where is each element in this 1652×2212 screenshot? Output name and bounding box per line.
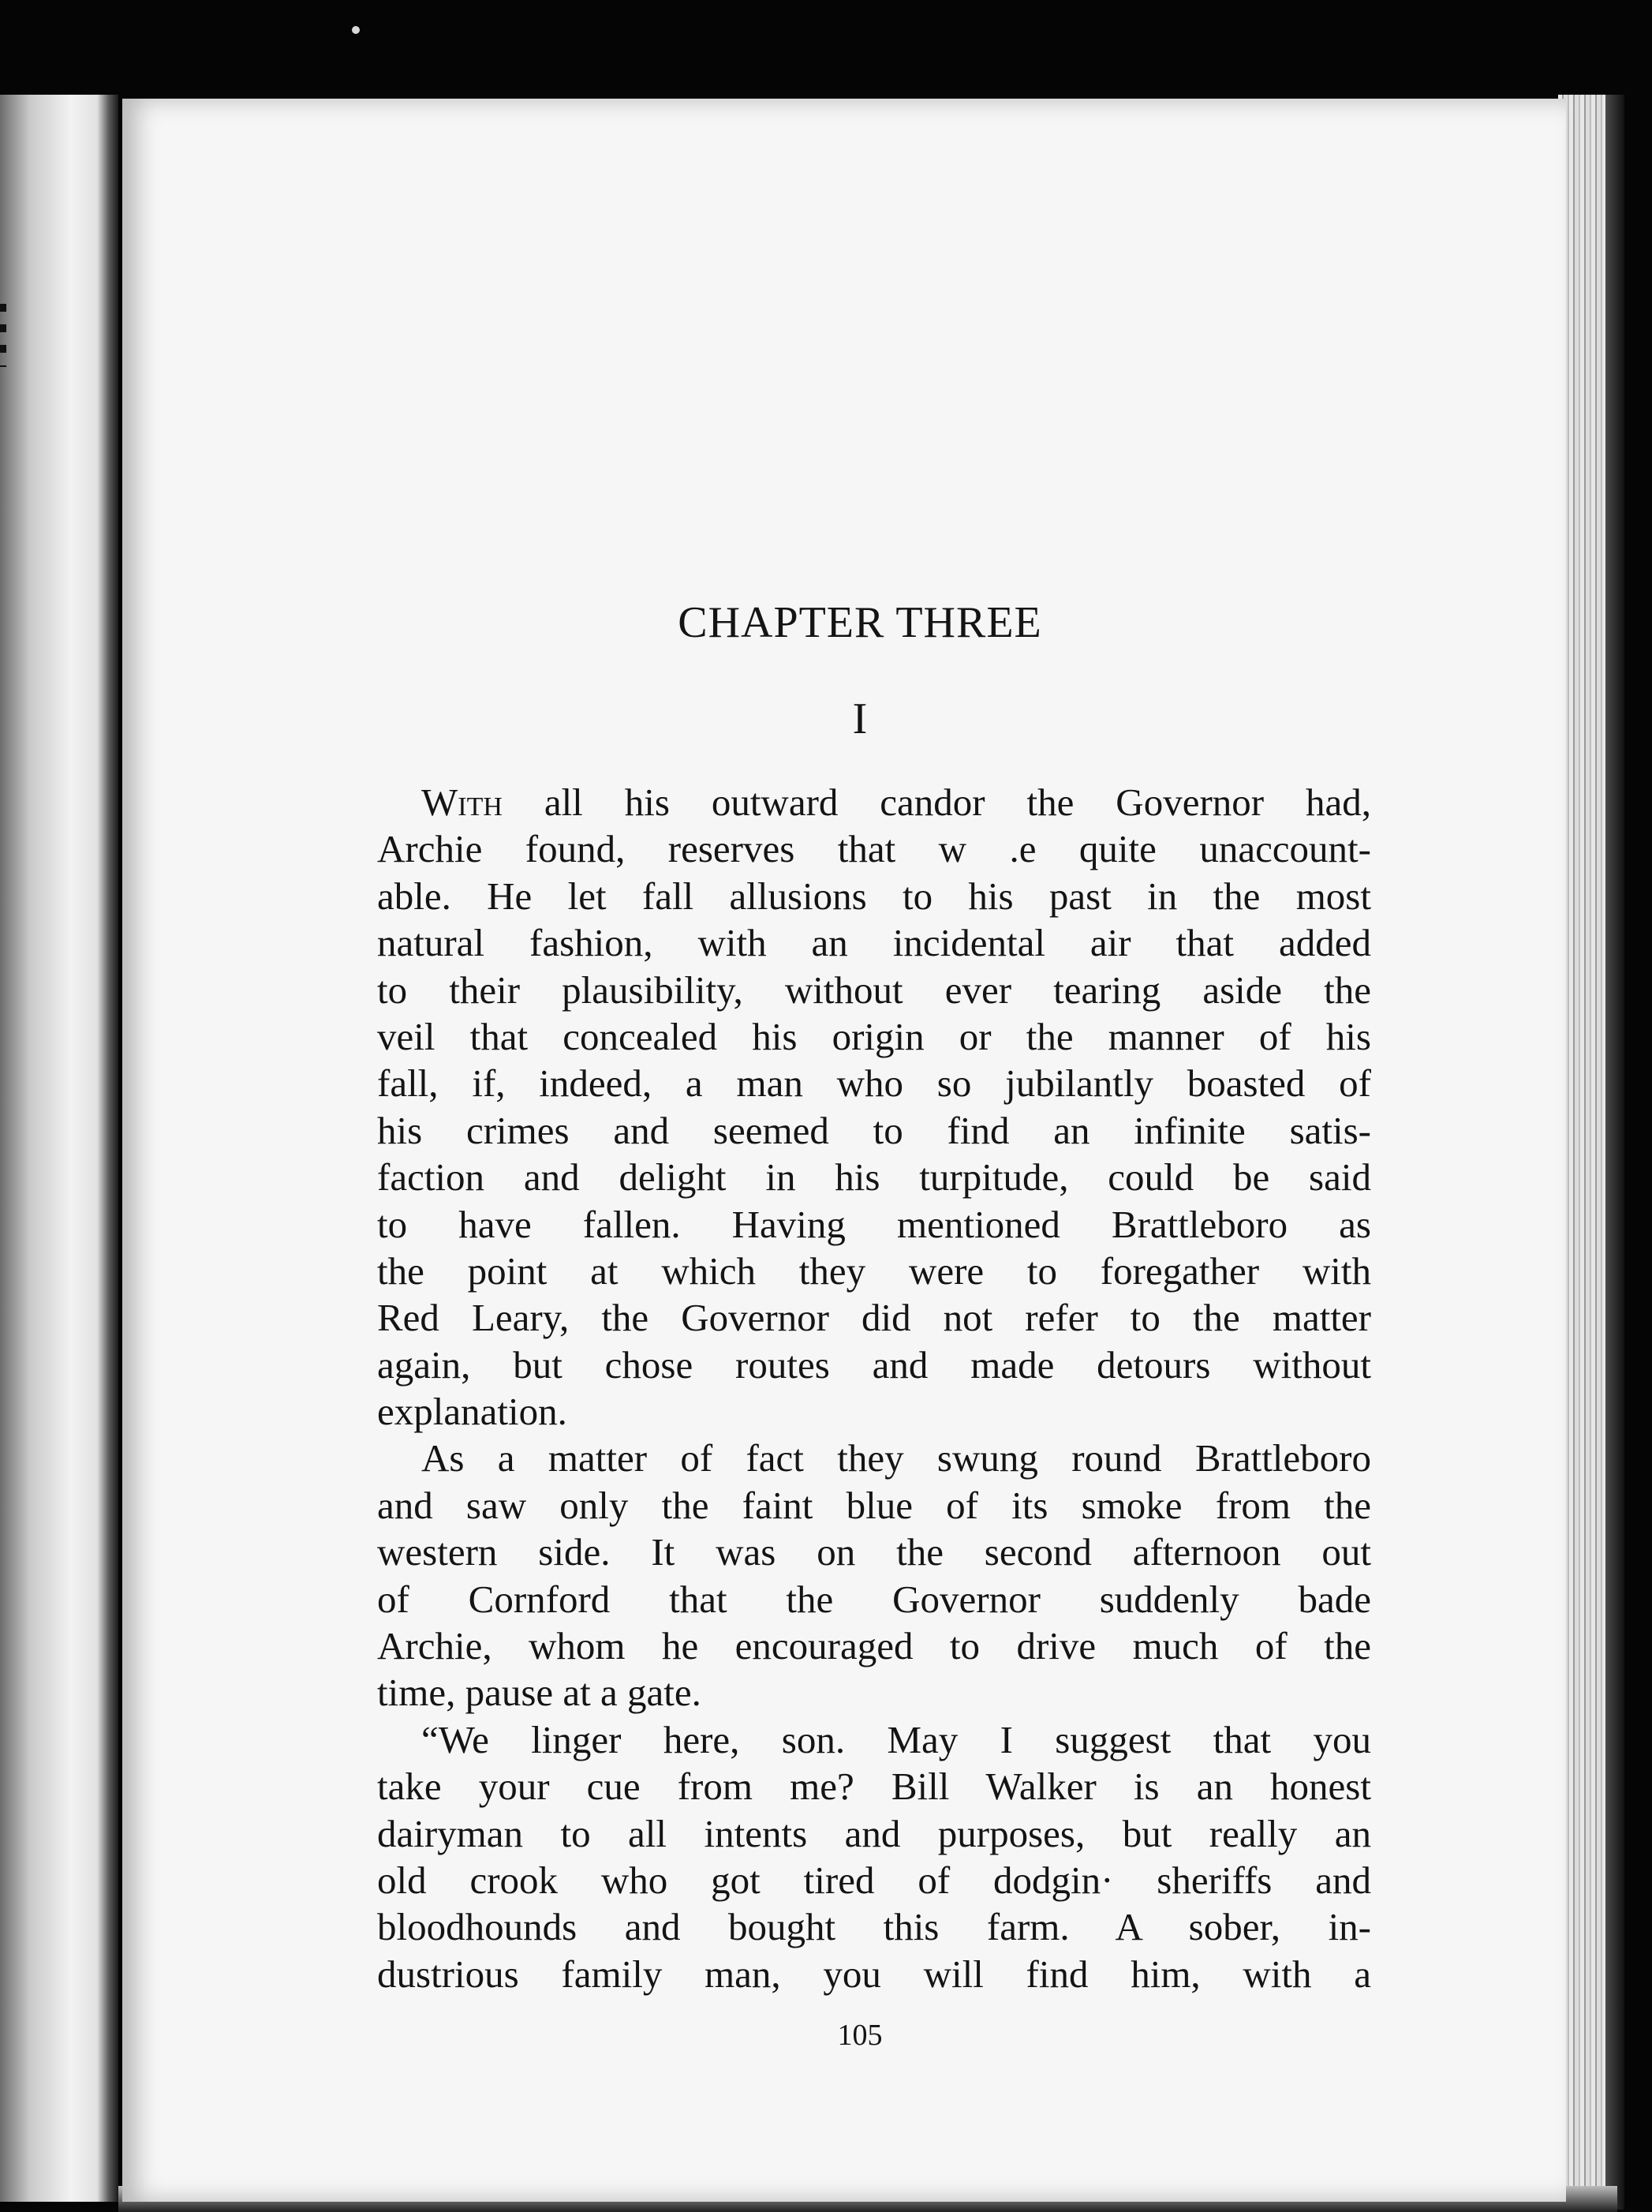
text-line: dairyman to all intents and purposes, but really an: [377, 1811, 1371, 1855]
text-line: veil that concealed his origin or the manner of his: [377, 1014, 1371, 1058]
page-number: 105: [837, 2019, 883, 2052]
text-line: old crook who got tired of dodgin· sheriffs and: [377, 1858, 1371, 1902]
text-line: able. He let fall allusions to his past in the most: [377, 874, 1371, 918]
lead-word: With: [421, 780, 503, 824]
body-text: [377, 779, 1371, 1997]
book-page: [122, 99, 1566, 2202]
text-line: his crimes and seemed to find an infinite satis-: [377, 1108, 1371, 1152]
text-line: As a matter of fact they swung round Brattleboro: [421, 1436, 1371, 1480]
text-line: “We linger here, son. May I suggest that you: [421, 1717, 1371, 1761]
page-edge-shadow: [1605, 95, 1624, 2210]
dust-speck: [352, 26, 360, 34]
text-line: to have fallen. Having mentioned Brattleboro as: [377, 1202, 1371, 1246]
text-line: fall, if, indeed, a man who so jubilantly boasted of: [377, 1061, 1371, 1106]
text-line: to their plausibility, without ever tearing aside the: [377, 968, 1371, 1012]
text-line: explanation.: [377, 1390, 567, 1434]
text-line: With all his outward candor the Governor had,: [421, 780, 1371, 824]
text-line: Red Leary, the Governor did not refer to the matter: [377, 1296, 1371, 1340]
text-line: again, but chose routes and made detours without: [377, 1342, 1371, 1387]
text-line: the point at which they were to foregather with: [377, 1248, 1371, 1293]
left-page-edge: [0, 95, 118, 2202]
left-page-marks: [0, 304, 6, 367]
text-line: natural fashion, with an incidental air that added: [377, 921, 1371, 965]
text-line: faction and delight in his turpitude, could be said: [377, 1155, 1371, 1200]
text-line: and saw only the faint blue of its smoke from the: [377, 1483, 1371, 1527]
text-line: bloodhounds and bought this farm. A sober, in-: [377, 1905, 1371, 1949]
section-number: I: [852, 694, 868, 743]
text-line: time, pause at a gate.: [377, 1671, 701, 1715]
text-line: take your cue from me? Bill Walker is an honest: [377, 1765, 1371, 1809]
chapter-title: CHAPTER THREE: [678, 598, 1042, 647]
text-line: dustrious family man, you will find him, with a: [377, 1952, 1371, 1996]
text-line: western side. It was on the second afternoon out: [377, 1530, 1371, 1574]
text-line: of Cornford that the Governor suddenly bade: [377, 1577, 1371, 1621]
text-line: Archie, whom he encouraged to drive much of the: [377, 1624, 1371, 1668]
text-line: Archie found, reserves that w .e quite unaccount-: [377, 827, 1371, 871]
